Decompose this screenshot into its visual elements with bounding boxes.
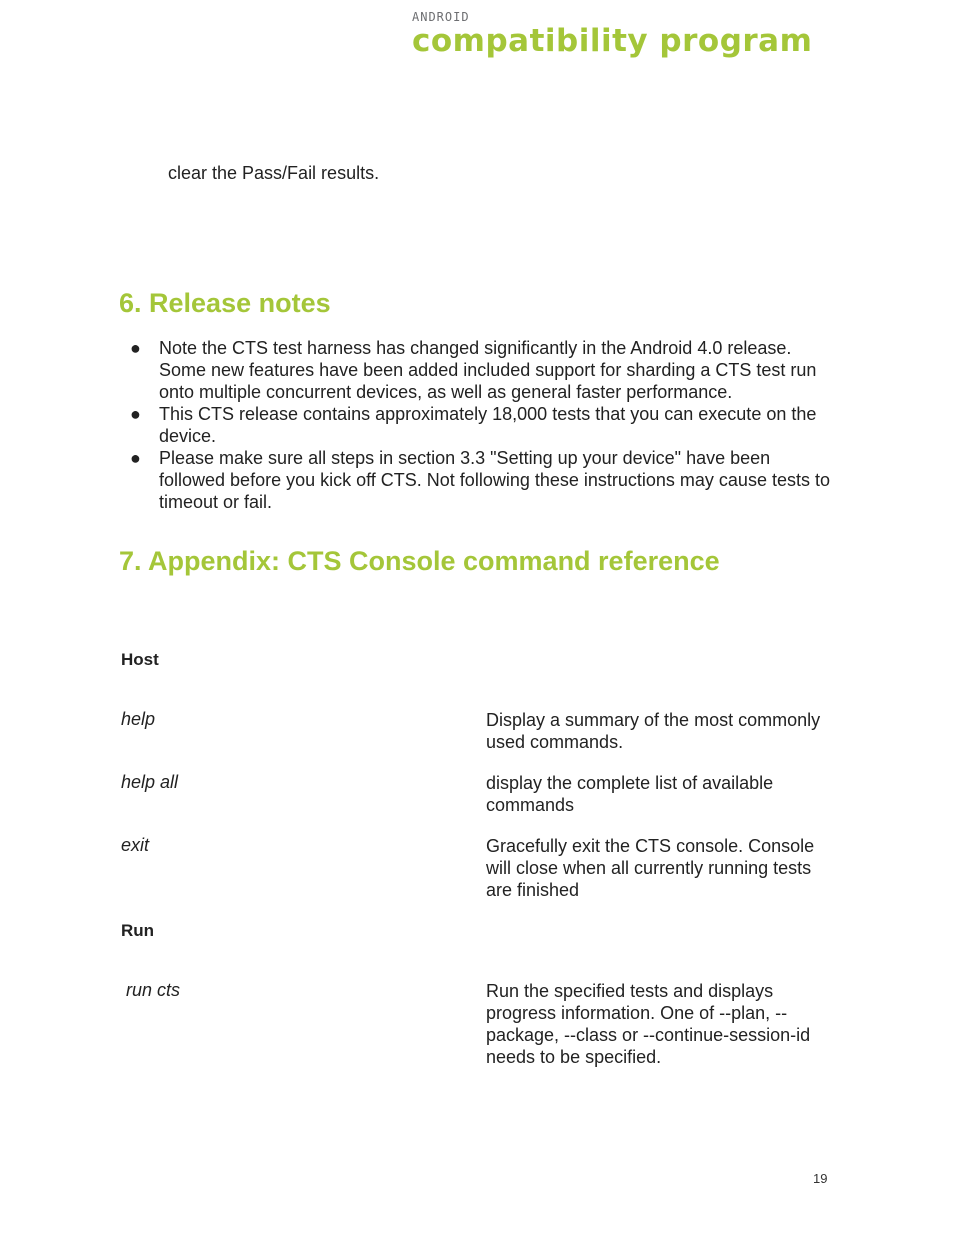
run-section-title: Run (121, 921, 155, 940)
appendix-heading: 7. Appendix: CTS Console command reference (119, 546, 720, 576)
command-description: Gracefully exit the CTS console. Console will close when all currently running tests are finished (486, 836, 815, 900)
command-description: Display a summary of the most commonly used commands. (486, 710, 821, 752)
command-description: display the complete list of available commands (486, 773, 774, 815)
note-text: Note the CTS test harness has changed significantly in the Android 4.0 release. Some new features have been added included support for sharding a CTS test run onto multiple concurrent devices, as well as general faster performance. (159, 338, 817, 402)
host-section-title: Host (121, 650, 159, 669)
page-number: 19 (813, 1171, 828, 1186)
list-item (130, 447, 830, 513)
release-notes-heading: 6. Release notes (119, 288, 331, 318)
command-name: help (121, 709, 156, 729)
note-text: This CTS release contains approximately 18,000 tests that you can execute on the device. (159, 404, 817, 446)
list-item (130, 403, 830, 447)
bullet-icon: ● (130, 448, 141, 468)
command-name: help all (121, 772, 179, 792)
bullet-icon: ● (130, 338, 141, 358)
list-item (130, 337, 830, 403)
command-description: Run the specified tests and displays progress information. One of --plan, --package, --class or --continue-session-id needs to be specified. (486, 981, 811, 1067)
bullet-icon: ● (130, 404, 141, 424)
intro-line: clear the Pass/Fail results. (168, 163, 380, 183)
release-notes-list (130, 337, 830, 513)
command-name: exit (121, 835, 150, 855)
compatibility-program-logo (412, 10, 812, 58)
logo-program-text: compatibility program (412, 23, 813, 59)
logo-android-text: ANDROID (412, 10, 470, 24)
note-text: Please make sure all steps in section 3.3 "Setting up your device" have been followed before you kick off CTS. Not following these instructions may cause tests to timeout or fail. (159, 448, 830, 512)
command-name: run cts (126, 980, 181, 1000)
